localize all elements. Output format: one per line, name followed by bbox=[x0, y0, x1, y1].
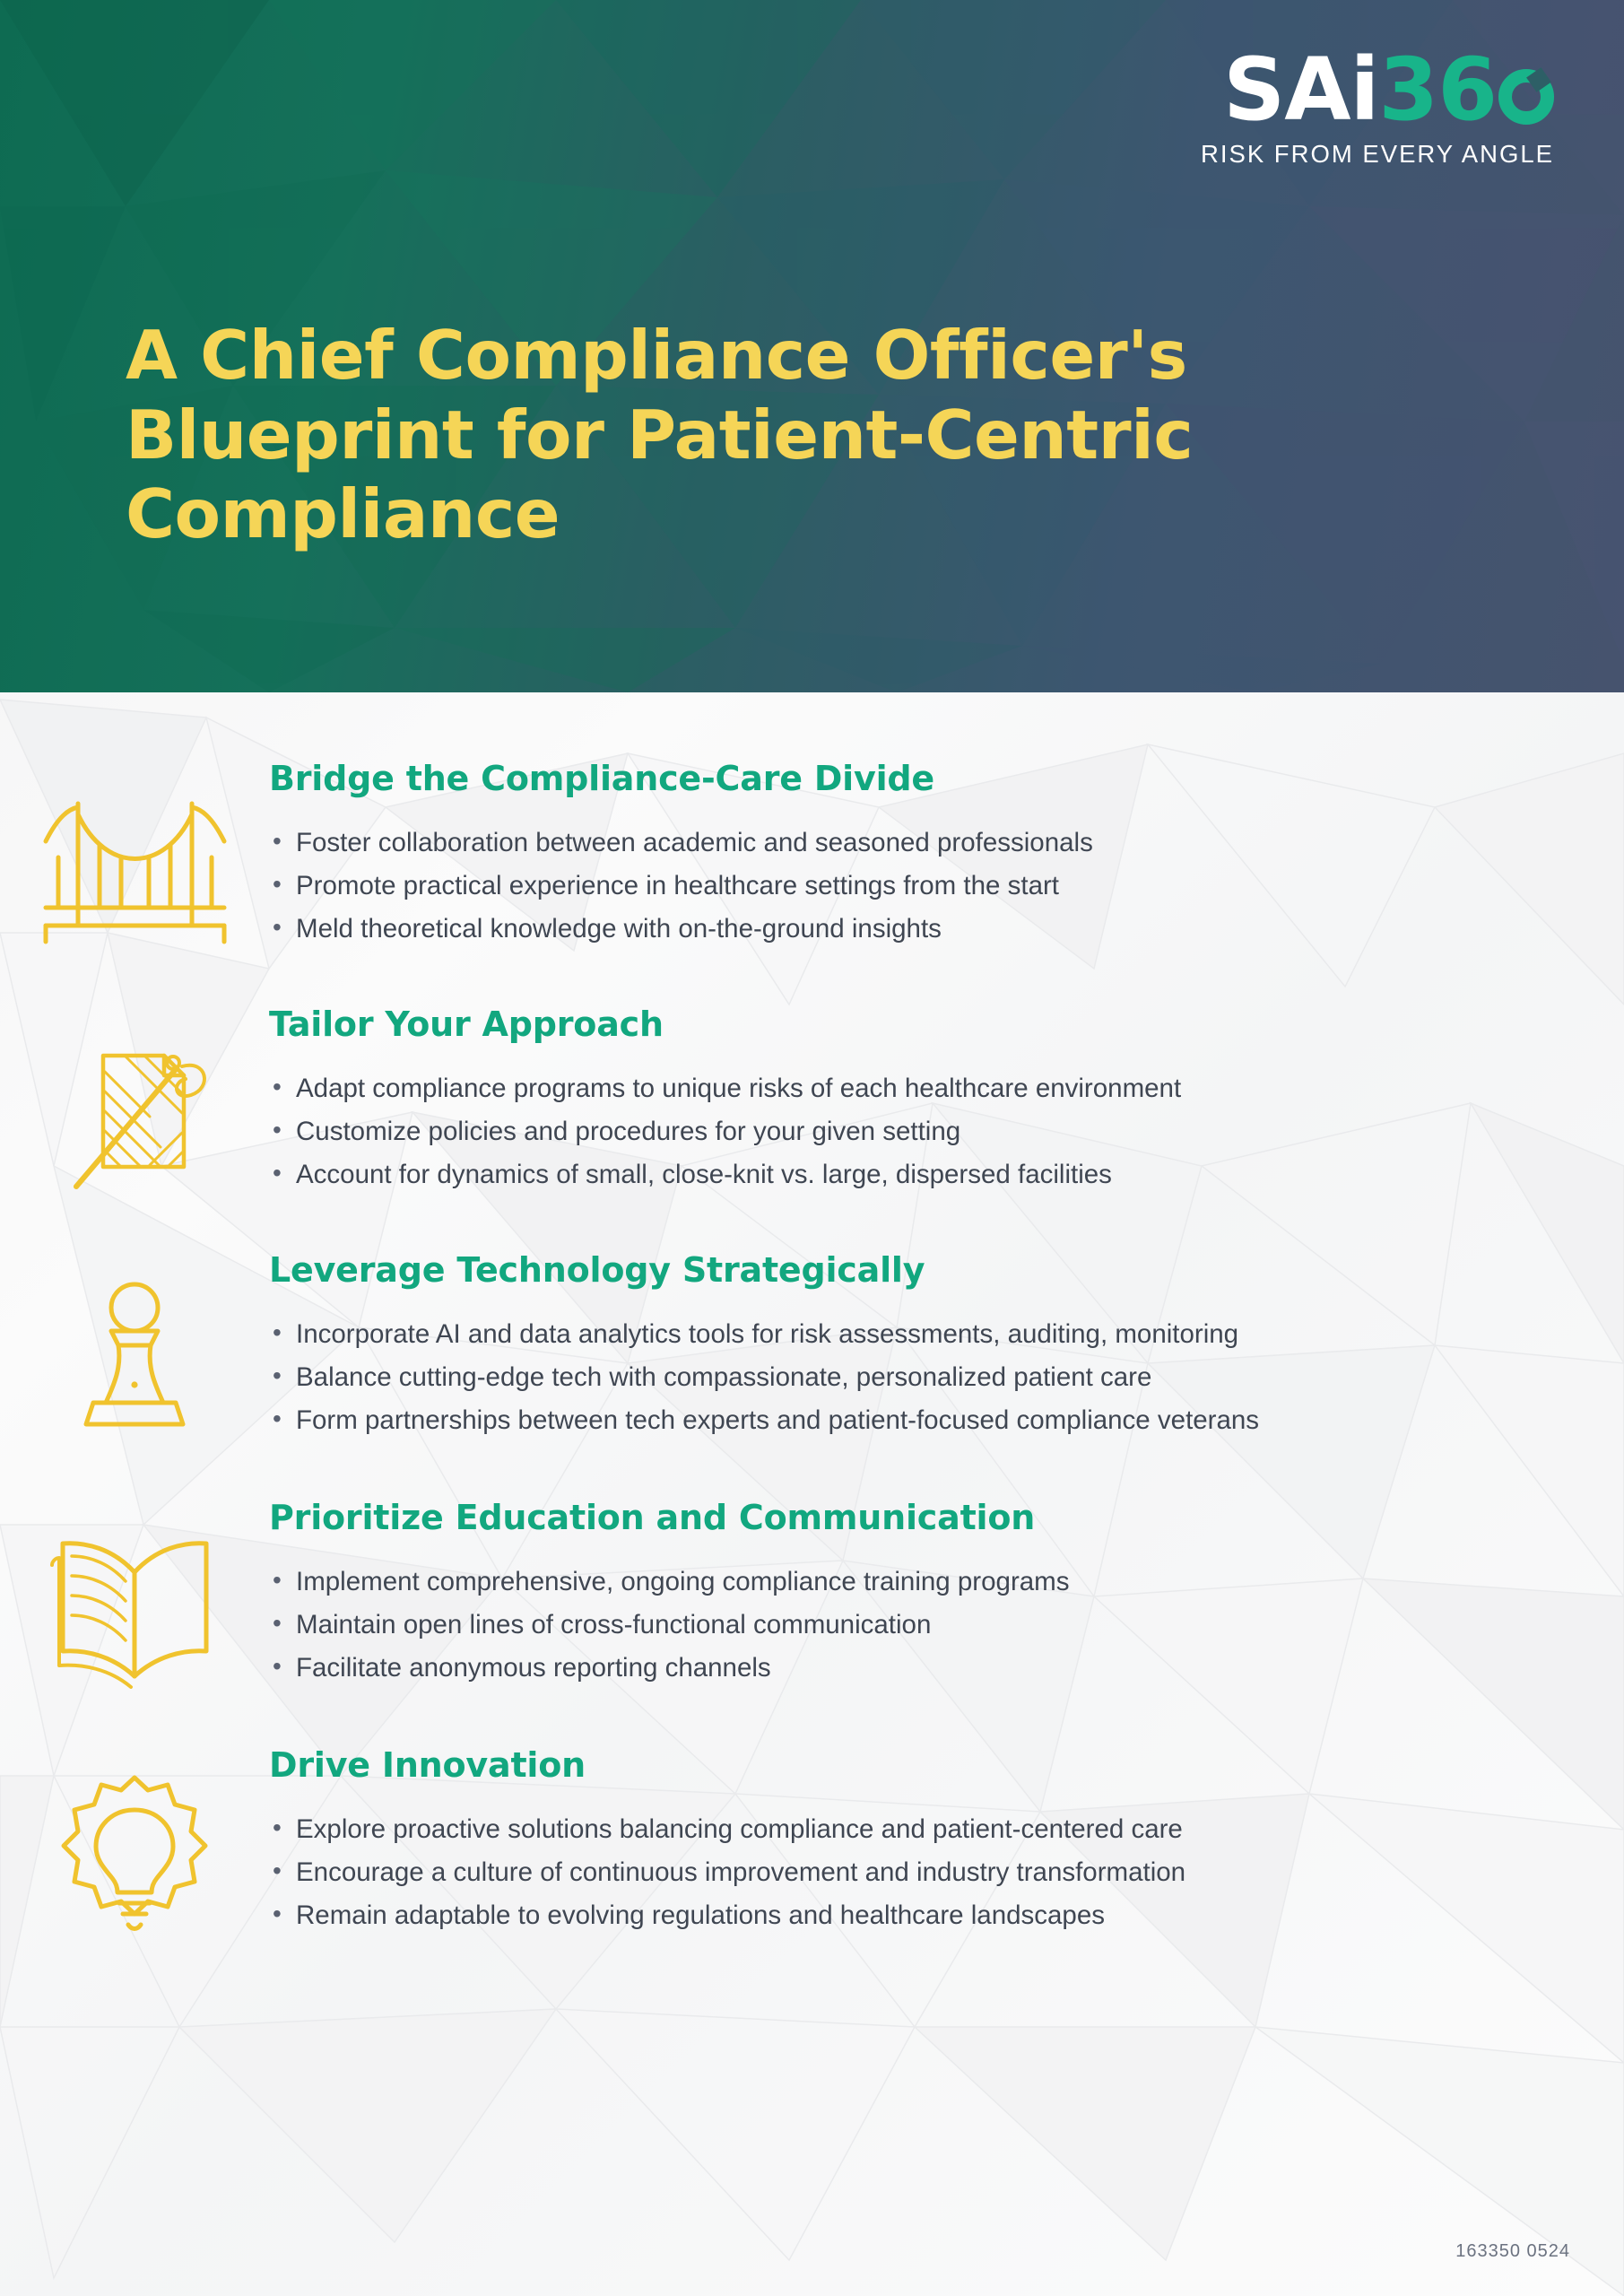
text-column bbox=[269, 1250, 1624, 1441]
section-innovation bbox=[0, 1745, 1624, 1941]
bullet-item: • Maintain open lines of cross-functional communication bbox=[269, 1604, 1525, 1647]
bullet-item: • Meld theoretical knowledge with on-the-ground insights bbox=[269, 908, 1525, 951]
section-title: Drive Innovation bbox=[269, 1745, 586, 1785]
bullet-item: • Customize policies and procedures for your given setting bbox=[269, 1110, 1525, 1153]
text-column bbox=[269, 1745, 1624, 1936]
logo-360-digits: 36 bbox=[1378, 39, 1497, 140]
page-title: A Chief Compliance Officer's Blueprint for Patient-Centric Compliance bbox=[126, 316, 1194, 554]
section-bullets bbox=[269, 1561, 1525, 1689]
bullet-item: • Adapt compliance programs to unique risks of each healthcare environment bbox=[269, 1067, 1525, 1110]
icon-column bbox=[0, 759, 269, 954]
section-title: Prioritize Education and Communication bbox=[269, 1498, 1036, 1537]
section-tailor bbox=[0, 1004, 1624, 1200]
header-banner bbox=[0, 0, 1624, 692]
lightbulb-gear-icon bbox=[39, 1770, 231, 1941]
logo-tagline: RISK FROM EVERY ANGLE bbox=[1200, 140, 1554, 168]
section-title: Tailor Your Approach bbox=[269, 1004, 664, 1044]
open-book-icon bbox=[39, 1523, 231, 1693]
sections-container bbox=[0, 692, 1624, 1982]
bullet-item: • Incorporate AI and data analytics tools for risk assessments, auditing, monitoring bbox=[269, 1313, 1525, 1356]
bullet-item: • Remain adaptable to evolving regulations and healthcare landscapes bbox=[269, 1894, 1525, 1937]
icon-column bbox=[0, 1498, 269, 1693]
bridge-icon bbox=[39, 784, 231, 954]
bullet-item: • Form partnerships between tech experts and patient-focused compliance veterans bbox=[269, 1399, 1525, 1442]
chess-pawn-icon bbox=[39, 1275, 231, 1446]
bullet-item: • Encourage a culture of continuous improvement and industry transformation bbox=[269, 1851, 1525, 1894]
bullet-item: • Promote practical experience in healthcare settings from the start bbox=[269, 865, 1525, 908]
bullet-item: • Implement comprehensive, ongoing compliance training programs bbox=[269, 1561, 1525, 1604]
sai360-logo bbox=[1200, 39, 1554, 169]
tailor-needle-thread-icon bbox=[39, 1030, 231, 1200]
logo-zero-ring-icon bbox=[1498, 69, 1554, 125]
text-column bbox=[269, 759, 1624, 950]
text-column bbox=[269, 1498, 1624, 1689]
logo-sai-text: SAi bbox=[1223, 39, 1379, 140]
document-code: 163350 0524 bbox=[1455, 2241, 1570, 2261]
bullet-item: • Explore proactive solutions balancing compliance and patient-centered care bbox=[269, 1808, 1525, 1851]
section-bullets bbox=[269, 1808, 1525, 1936]
section-bridge bbox=[0, 759, 1624, 954]
section-title: Leverage Technology Strategically bbox=[269, 1250, 925, 1290]
bullet-item: • Balance cutting-edge tech with compassionate, personalized patient care bbox=[269, 1356, 1525, 1399]
bullet-item: • Facilitate anonymous reporting channels bbox=[269, 1647, 1525, 1690]
section-bullets bbox=[269, 1313, 1525, 1441]
icon-column bbox=[0, 1745, 269, 1941]
logo-wordmark bbox=[1201, 39, 1554, 140]
bullet-item: • Foster collaboration between academic and seasoned professionals bbox=[269, 822, 1525, 865]
icon-column bbox=[0, 1004, 269, 1200]
text-column bbox=[269, 1004, 1624, 1196]
bullet-item: • Account for dynamics of small, close-knit vs. large, dispersed facilities bbox=[269, 1153, 1525, 1196]
section-bullets bbox=[269, 822, 1525, 950]
section-education bbox=[0, 1498, 1624, 1693]
icon-column bbox=[0, 1250, 269, 1446]
section-title: Bridge the Compliance-Care Divide bbox=[269, 759, 934, 798]
section-technology bbox=[0, 1250, 1624, 1446]
section-bullets bbox=[269, 1067, 1525, 1196]
